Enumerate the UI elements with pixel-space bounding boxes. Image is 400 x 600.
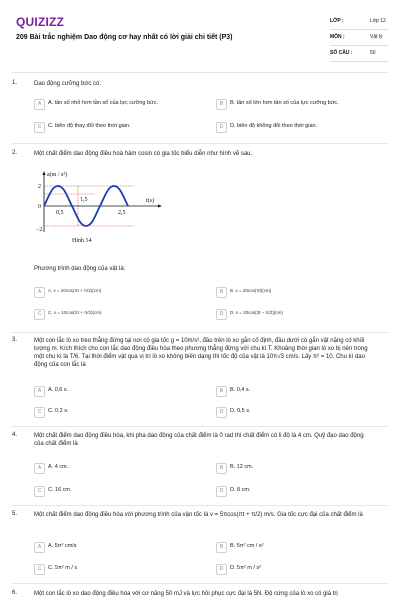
option-text: C. 5π² m / s <box>48 565 78 571</box>
question-text: Dao động cưỡng bức có: <box>34 81 102 87</box>
question-text: Một con lắc lò xo dao động điều hòa với cơ năng 50 mJ và lực hồi phục cực đại là 5N. Độ cứng của lò xo có giá trị <box>34 591 338 597</box>
meta-label: SỐ CÂU : <box>330 50 353 56</box>
option-text: A. 0,6 s. <box>48 387 69 393</box>
option-letter: C <box>34 486 45 497</box>
option-letter: A <box>34 386 45 397</box>
option-letter: B <box>216 463 227 474</box>
option-text: D. biên độ không đổi theo thời gian. <box>230 123 318 129</box>
option-letter: B <box>216 287 227 298</box>
question-1 <box>12 80 388 140</box>
option-text: C. biên độ thay đổi theo thời gian. <box>48 123 131 129</box>
document-header <box>12 12 388 64</box>
question-3 <box>12 337 388 425</box>
option-letter: D <box>216 486 227 497</box>
option-text: B. tần số lớn hơn tần số của lực cưỡng bức. <box>230 100 339 106</box>
meta-row-subject <box>330 30 388 46</box>
meta-value: 50 <box>370 50 376 56</box>
option-text: C. 0,2 s. <box>48 408 69 414</box>
meta-row-count <box>330 46 388 62</box>
question-4 <box>12 432 388 500</box>
acceleration-graph <box>34 168 174 248</box>
option-letter: C <box>34 564 45 575</box>
meta-row-class <box>330 14 388 30</box>
option-letter: C <box>34 407 45 418</box>
option-letter: B <box>216 386 227 397</box>
question-subtext: Phương trình dao động của vật là: <box>34 266 126 272</box>
option-text: D. x = 20cos(3t − π/2)(cm) <box>230 310 283 315</box>
option-text: C. x = 10cos(πt + π/2)(cm) <box>48 310 102 315</box>
y-axis-label: a(m / s²) <box>47 172 68 178</box>
divider <box>12 583 388 584</box>
x-axis-label: t(s) <box>146 198 154 204</box>
y-tick-bottom: −2 <box>36 227 43 233</box>
question-5 <box>12 511 388 581</box>
option-letter: C <box>34 309 45 320</box>
meta-label: MÔN : <box>330 34 345 40</box>
option-letter: C <box>34 122 45 133</box>
y-tick-top: 2 <box>38 184 41 190</box>
meta-value: Vật lý <box>370 34 383 40</box>
divider <box>12 426 388 427</box>
option-text: D. 0,5 s. <box>230 408 251 414</box>
quizizz-logo: QUIZIZZ <box>16 15 65 29</box>
option-letter: B <box>216 99 227 110</box>
question-text: Một chất điểm dao động điều hòa với phương trình của vận tốc là v = 5πcos(πt + π/2) m/s. Gia tốc cực đại của chất điểm là <box>34 512 363 518</box>
option-text: D. 8 cm. <box>230 487 251 493</box>
question-text: Một chất điểm dao động điều hòa, khi pha dao động của chất điểm là 0 rad thì chất điểm có li độ là 4 cm. Quỹ đạo dao động của chất điểm là <box>34 433 364 447</box>
option-letter: D <box>216 122 227 133</box>
option-text: A. 5π² cm/s <box>48 543 77 549</box>
option-text: A. tần số nhỏ hơn tần số của lực cưỡng bức. <box>48 100 158 106</box>
option-text: A. x = 20cos(πt + π/2)(cm) <box>48 288 102 293</box>
figure-caption: Hình 14 <box>72 238 92 244</box>
option-text: A. 4 cm. <box>48 464 69 470</box>
question-number: 6. <box>12 590 18 596</box>
question-text: Một con lắc lò xo treo thẳng đứng tại nơi có gia tốc g = 10m/s², đầu trên lò xo gắn cố định, đầu dưới có gắn vật nặng có khối lượng m. Kích thích cho con lắc dao động điều hòa theo phương thẳng đứng với chu kì T. Khoảng thời gian lò xo bị nén trong một chu kì là T/6. Tại thời điểm vật qua vị trí lò xo không biến dạng thì tốc độ của vật là 10π√3 cm/s. Lấy π² = 10. Chu kì dao động của con lắc là <box>34 338 368 368</box>
option-text: B. 5π² cm / s² <box>230 543 264 549</box>
divider <box>12 143 388 144</box>
option-letter: A <box>34 287 45 298</box>
divider <box>12 505 388 506</box>
question-number: 1. <box>12 80 18 86</box>
x-tick-2: 1,5 <box>80 197 88 203</box>
x-axis-arrow-icon <box>158 205 162 208</box>
option-letter: A <box>34 99 45 110</box>
y-axis-arrow-icon <box>43 171 46 175</box>
option-text: B. 12 cm. <box>230 464 254 470</box>
question-number: 2. <box>12 150 18 156</box>
x-tick-1: 0,5 <box>56 210 64 216</box>
option-letter: A <box>34 463 45 474</box>
meta-info <box>330 14 388 62</box>
question-number: 5. <box>12 511 18 517</box>
header-divider <box>12 72 388 73</box>
question-6 <box>12 590 388 600</box>
question-text: Một chất điểm dao động điều hoà hàm cosin có gia tốc biểu diễn như hình vẽ sau. <box>34 151 253 157</box>
question-number: 3. <box>12 337 18 343</box>
option-letter: A <box>34 542 45 553</box>
option-text: D. 5π² m / s² <box>230 565 261 571</box>
option-text: B. 0,4 s. <box>230 387 251 393</box>
option-letter: D <box>216 564 227 575</box>
y-tick-zero: 0 <box>38 204 41 210</box>
meta-value: Lớp 12 <box>370 18 386 24</box>
option-letter: D <box>216 309 227 320</box>
meta-label: LỚP : <box>330 18 344 24</box>
page-title: 209 Bài trắc nghiệm Dao động cơ hay nhất có lời giải chi tiết (P3) <box>16 34 233 41</box>
question-number: 4. <box>12 432 18 438</box>
option-letter: B <box>216 542 227 553</box>
x-tick-3: 2,5 <box>118 210 126 216</box>
divider <box>12 332 388 333</box>
option-text: C. 16 cm. <box>48 487 72 493</box>
option-text: B. x = 20cos(πt)(cm) <box>230 288 272 293</box>
option-letter: D <box>216 407 227 418</box>
